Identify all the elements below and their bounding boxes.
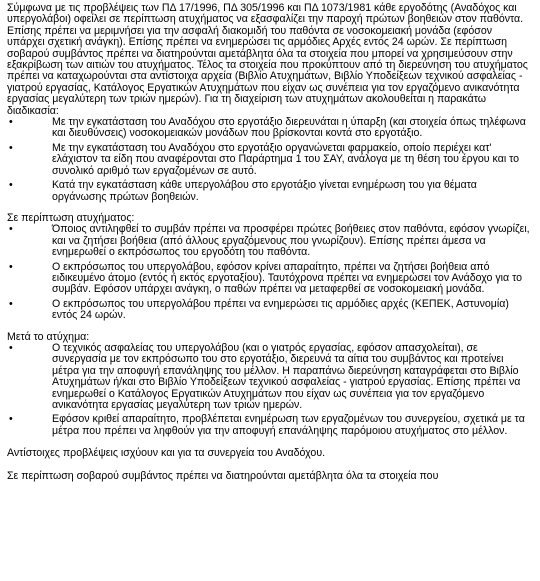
list-item [7, 299, 532, 322]
list-item-text: Ο εκπρόσωπος του υπεργολάβου, εφόσον κρίνει απαραίτητο, πρέπει να ζητήσει βοήθεια από ειδικευμένο άτομο (εντός ή εκτός εργοταξίου). Ταυτόχρονα πρέπει να ενημερώσει τον Ανάδοχο για το συμβάν. Εφόσον υπάρχει ανάγκη, ο παθών πρέπει να μεταφερθεί σε νοσοκομειακή μονάδα. [52, 260, 523, 296]
bullet-icon: • [9, 223, 13, 236]
final-paragraph: Σε περίπτωση σοβαρού συμβάντος πρέπει να διατηρούνται αμετάβλητα όλα τα στοιχεία που [7, 469, 439, 482]
list-item [7, 224, 532, 258]
after-accident-list [7, 343, 532, 437]
setup-list [7, 117, 532, 203]
list-item-text: Ο εκπρόσωπος του υπεργολάβου πρέπει να ενημερώσει τις αρμόδιες αρχές (ΚΕΠΕΚ, Αστυνομία) εντός 24 ωρών. [52, 297, 509, 322]
list-item-text: Με την εγκατάσταση του Αναδόχου στο εργοτάξιο οργανώνεται φαρμακείο, οποίο περιέχει κατ' ελάχιστον τα είδη που αναφέρονται στο Παράρτημα 1 του ΣΑΥ, ανάλογα με τη θέση του έργου και το συνολικό αριθμό των εργαζομένων σε αυτό. [52, 141, 520, 177]
bullet-icon: • [9, 341, 13, 354]
list-item [7, 117, 532, 140]
closing-paragraph: Αντίστοιχες προβλέψεις ισχύουν και για τα συνεργεία του Αναδόχου. [7, 447, 326, 460]
bullet-icon: • [9, 297, 13, 310]
list-item-text: Κατά την εγκατάσταση κάθε υπεργολάβου στο εργοτάξιο γίνεται ενημέρωση του για θέματα οργάνωσης πρώτων βοηθειών. [52, 179, 477, 203]
intro-paragraph: Σύμφωνα με τις προβλέψεις των ΠΔ 17/1996, ΠΔ 305/1996 και ΠΔ 1073/1981 κάθε εργοδότης (Αναδόχος και υπεργολάβοι) οφείλει σε περίπτωση ατυχήματος να εξασφαλίζει την παροχή πρώτων βοηθειών στον παθόντα. Επίσης πρέπει να μεριμνήσει για την ασφαλή διακομιδή του παθόντα σε νοσοκομειακή μονάδα (εφόσον υπάρχει σχετική ανάγκη). Επίσης πρέπει να ενημερώσει τις αρμόδιες Αρχές εντός 24 ωρών. Σε περίπτωση σοβαρού συμβάντος πρέπει να διατηρούνται αμετάβλητα όλα τα στοιχεία που μπορεί να χρησιμεύσουν στην εξακρίβωση των αιτιών του ατυχήματος. Τέλος τα στοιχεία που προκύπτουν από τη διερεύνηση του ατυχήματος πρέπει να καταχωρούνται στα αντίστοιχα αρχεία (Βιβλίο Ατυχημάτων, Βιβλίο Υποδείξεων τεχνικού ασφαλείας - γιατρού εργασίας, Κατάλογος Εργατικών Ατυχημάτων που είχαν ως συνέπεια για τον εργαζόμενο ανικανότητα εργασίας μεγαλύτερη των τριών ημερών). Για τη διαχείριση των ατυχημάτων ακολουθείται η παρακάτω διαδικασία: [7, 2, 528, 117]
bullet-icon: • [9, 413, 13, 426]
bullet-icon: • [9, 179, 13, 192]
list-item [7, 343, 532, 411]
accident-list [7, 224, 532, 321]
list-item [7, 414, 532, 437]
bullet-icon: • [9, 260, 13, 273]
bullet-icon: • [9, 116, 13, 129]
bullet-icon: • [9, 141, 13, 154]
section-heading-after: Μετά το ατύχημα: [7, 330, 90, 343]
list-item-text: Εφόσον κριθεί απαραίτητο, προβλέπεται ενημέρωση των εργαζομένων του συνεργείου, σχετικά με τα μέτρα που πρέπει να ληφθούν για την αποφυγή επανάληψης παρόμοιου ατυχήματος στο μέλλον. [52, 413, 525, 437]
list-item-text: Όποιος αντιληφθεί το συμβάν πρέπει να προσφέρει πρώτες βοήθειες στον παθόντα, εφόσον γνωρίζει, και να ζητήσει βοήθεια (από άλλους εργαζόμενους που γνωρίζουν). Επίσης πρέπει άμεσα να ενημερωθεί ο εκπρόσωπος του εργοδότη του παθόντα. [52, 223, 530, 259]
list-item [7, 143, 532, 177]
list-item-text: Ο τεχνικός ασφαλείας του υπεργολάβου (και ο γιατρός εργασίας, εφόσον απασχολείται), σε συνεργασία με τον εκπρόσωπο του στο εργοτάξιο, διερευνά τα αίτια του συμβάντος και προτείνει μέτρα για την αποφυγή επανάληψης του μέλλον. Η παραπάνω διερεύνηση καταγράφεται στο Βιβλίο Ατυχημάτων ή/και στο Βιβλίο Υποδείξεων τεχνικού ασφαλείας - γιατρού εργασίας. Επίσης πρέπει να ενημερωθεί ο Κατάλογος Εργατικών Ατυχημάτων που είχαν ως συνέπεια για τον εργαζόμενο ανικανότητα εργασίας μεγαλύτερη των τριών ημερών. [52, 341, 521, 411]
list-item [7, 180, 532, 203]
list-item-text: Με την εγκατάσταση του Αναδόχου στο εργοτάξιο διερευνάται η ύπαρξη (και στοιχεία όπως τηλέφωνα και διευθύνσεις) νοσοκομειακών μονάδων που βρίσκονται κοντά στο εργοτάξιο. [52, 116, 526, 140]
section-heading-accident: Σε περίπτωση ατυχήματος: [7, 211, 135, 224]
list-item [7, 262, 532, 296]
